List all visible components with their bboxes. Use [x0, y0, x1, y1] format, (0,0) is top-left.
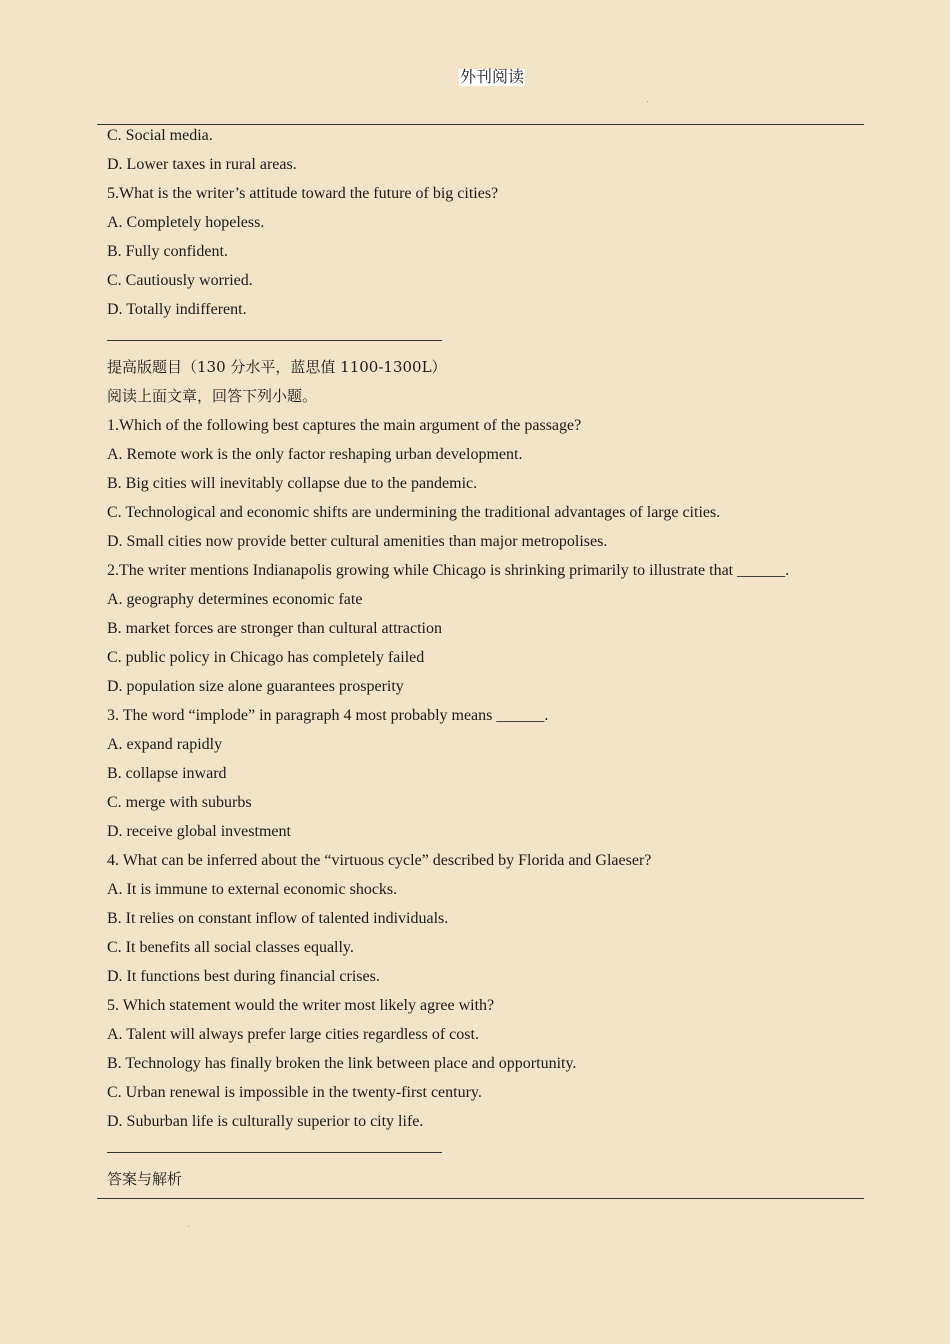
option-line: A. Remote work is the only factor reshaping urban development. [107, 446, 523, 463]
section-heading: 提高版题目（130 分水平，蓝思值 1100-1300L） [107, 358, 447, 376]
option-line: B. Fully confident. [107, 243, 228, 260]
stray-dot [647, 101, 648, 102]
option-line: B. collapse inward [107, 765, 227, 782]
question-line: 1.Which of the following best captures the main argument of the passage? [107, 417, 582, 434]
question-line: 4. What can be inferred about the “virtuous cycle” described by Florida and Glaeser? [107, 852, 652, 869]
option-line: A. It is immune to external economic shocks. [107, 881, 398, 898]
section-separator [107, 324, 847, 353]
option-line: C. It benefits all social classes equally. [107, 939, 354, 956]
footer-rule [97, 1198, 864, 1199]
question-line: 5. Which statement would the writer most likely agree with? [107, 997, 495, 1014]
option-line: C. Cautiously worried. [107, 272, 253, 289]
option-line: B. market forces are stronger than cultural attraction [107, 620, 442, 637]
option-line: D. It functions best during financial crises. [107, 968, 380, 985]
stray-dot [188, 1226, 189, 1227]
text-line: C. Social media. [107, 127, 213, 144]
section-b [107, 353, 847, 1136]
option-line: B. Technology has finally broken the link between place and opportunity. [107, 1055, 577, 1072]
option-line: C. Technological and economic shifts are undermining the traditional advantages of large cities. [107, 504, 721, 521]
option-line: A. Talent will always prefer large cities regardless of cost. [107, 1026, 479, 1043]
option-line: A. expand rapidly [107, 736, 223, 753]
option-line: D. Totally indifferent. [107, 301, 247, 318]
option-line: A. Completely hopeless. [107, 214, 265, 231]
header-title: 外刊阅读 [459, 69, 524, 86]
option-line: D. population size alone guarantees prosperity [107, 678, 404, 695]
question-line: 2.The writer mentions Indianapolis growing while Chicago is shrinking primarily to illustrate that ______. [107, 562, 790, 579]
option-line: C. merge with suburbs [107, 794, 252, 811]
page-header [0, 66, 950, 90]
option-line: C. Urban renewal is impossible in the twenty-first century. [107, 1084, 482, 1101]
text-line: D. Lower taxes in rural areas. [107, 156, 297, 173]
option-line: B. It relies on constant inflow of talented individuals. [107, 910, 449, 927]
option-line: B. Big cities will inevitably collapse due to the pandemic. [107, 475, 478, 492]
section-a [107, 121, 847, 324]
answers-heading: 答案与解析 [107, 1170, 183, 1188]
option-line: D. Suburban life is culturally superior to city life. [107, 1113, 424, 1130]
section-separator [107, 1136, 847, 1165]
document-body [107, 121, 847, 1194]
question-line: 5.What is the writer’s attitude toward the future of big cities? [107, 185, 499, 202]
section-instruction: 阅读上面文章，回答下列小题。 [107, 387, 318, 405]
question-line: 3. The word “implode” in paragraph 4 most probably means ______. [107, 707, 549, 724]
option-line: A. geography determines economic fate [107, 591, 363, 608]
option-line: C. public policy in Chicago has completely failed [107, 649, 425, 666]
option-line: D. Small cities now provide better cultural amenities than major metropolises. [107, 533, 608, 550]
option-line: D. receive global investment [107, 823, 291, 840]
